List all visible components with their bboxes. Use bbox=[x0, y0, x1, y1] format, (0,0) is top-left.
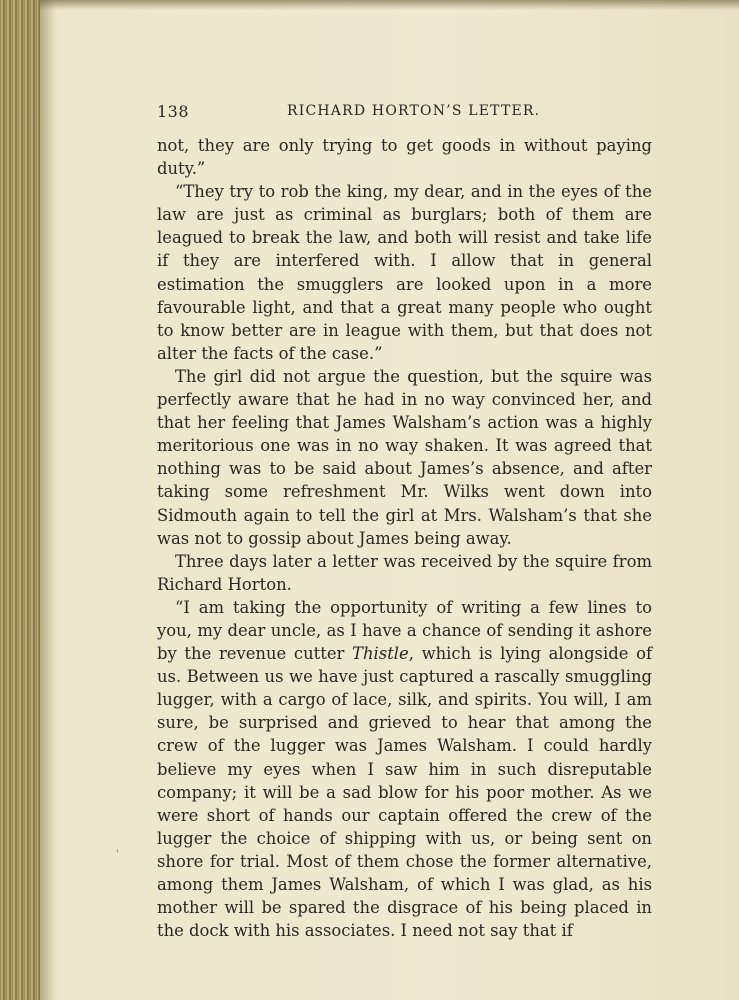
letter-text-before: “I am taking the opportunity of writing a few lines to you, my dear uncle, as I have a chance of sending it ashore by the revenue cutter bbox=[157, 597, 652, 664]
paragraph: The girl did not argue the question, but the squire was perfectly aware that he had in no way convinced her, and that her feeling that James Walsham’s action was a highly meritorious one was in no way shaken. It was agreed that nothing was to be said about James’s absence, and after taking some refreshment Mr. Wilks went down into Sidmouth again to tell the girl at Mrs. Walsham’s that she was not to gossip about James being away. bbox=[157, 366, 652, 548]
running-header bbox=[157, 102, 652, 124]
letter-paragraph bbox=[157, 596, 652, 942]
paragraph: “They try to rob the king, my dear, and in the eyes of the law are just as criminal as burglars; both of them are leagued to break the law, and both will resist and take life if they are interfered with. I allow that in general estimation the smugglers are looked upon in a more favourable light, and that a great many people who ought to know better are in league with them, but that does not alter the facts of the case.” bbox=[157, 182, 652, 363]
letter-text-after: , which is lying alongside of us. Between us we have just captured a rascally smuggling lugger, with a cargo of lace, silk, and spirits. You will, I am sure, be surprised and grieved to hear that among the crew of the lugger was James Walsham. I could hardly believe my eyes when I saw him in such disreputable company; it will be a sad blow for his poor mother. As we were short of hands our captain offered the crew of the lugger the choice of shipping with us, or being sent on shore for trial. Most of them chose the former alternative, among them James Walsham, of which I was glad, as his mother will be spared the disgrace of his being placed in the dock with his associates. I need not say that if bbox=[157, 644, 653, 941]
gutter-shadow bbox=[38, 0, 56, 1000]
margin-mark: ' bbox=[116, 849, 119, 860]
ship-name: Thistle bbox=[352, 644, 409, 664]
paragraph: Three days later a letter was received by the squire from Richard Horton. bbox=[157, 551, 652, 594]
page-number: 138 bbox=[157, 102, 190, 121]
page-body bbox=[157, 134, 652, 942]
paragraph-continuation: not, they are only trying to get goods in without paying duty.” bbox=[157, 136, 652, 179]
running-title: RICHARD HORTON’S LETTER. bbox=[287, 103, 541, 119]
book-spine bbox=[0, 0, 40, 1000]
page-top-edge bbox=[40, 0, 739, 10]
